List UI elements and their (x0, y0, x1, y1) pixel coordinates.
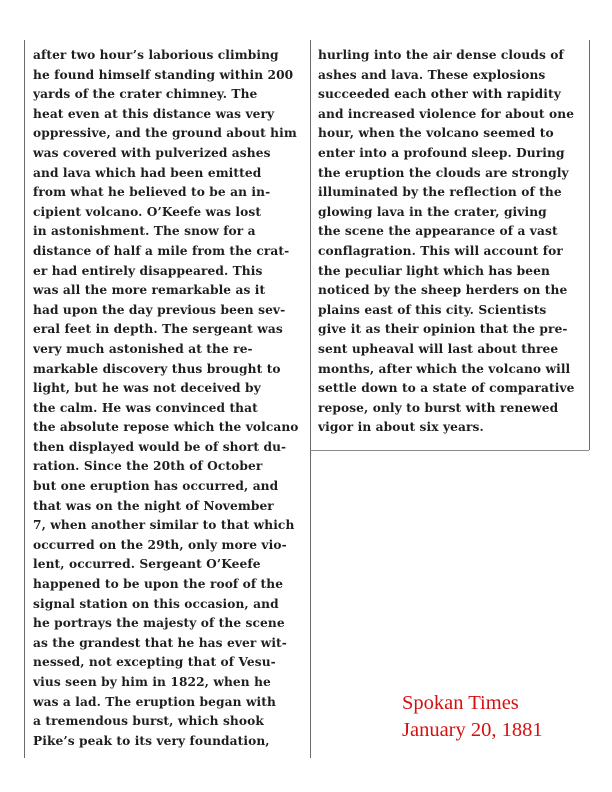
article-line: months, after which the volcano will (318, 361, 571, 376)
article-line: er had entirely disappeared. This (33, 263, 263, 278)
article-line: happened to be upon the roof of the (33, 577, 284, 592)
article-line: and increased violence for about one (318, 106, 575, 121)
right-column-rule (589, 40, 590, 450)
article-line: repose, only to burst with renewed (318, 400, 559, 415)
article-line: give it as their opinion that the pre- (318, 322, 568, 337)
article-line: as the grandest that he has ever wit- (33, 635, 287, 650)
article-line: heat even at this distance was very (33, 106, 275, 121)
article-line: was a lad. The eruption began with (33, 694, 276, 709)
article-line: glowing lava in the crater, giving (318, 204, 547, 219)
article-line: ashes and lava. These explosions (318, 67, 546, 82)
article-line: hurling into the air dense clouds of (318, 48, 564, 62)
article-line: but one eruption has occurred, and (33, 479, 279, 494)
article-line: hour, when the volcano seemed to (318, 126, 554, 141)
article-left-column (33, 46, 303, 751)
article-line: the calm. He was convinced that (33, 400, 258, 415)
article-line: plains east of this city. Scientists (318, 302, 547, 317)
article-line: ration. Since the 20th of October (33, 459, 263, 474)
column-divider-rule (310, 40, 311, 758)
article-line: the peculiar light which has been (318, 263, 550, 278)
article-line: the eruption the clouds are strongly (318, 165, 569, 180)
article-line: light, but he was not deceived by (33, 381, 261, 396)
article-line: the absolute repose which the volcano (33, 420, 299, 435)
article-line: was all the more remarkable as it (33, 283, 266, 298)
article-line: eral feet in depth. The sergeant was (33, 322, 283, 337)
article-line: conflagration. This will account for (318, 243, 563, 258)
article-line: had upon the day previous been sev- (33, 302, 286, 317)
article-line: enter into a profound sleep. During (318, 145, 565, 160)
article-line: Pike’s peak to its very foundation, (33, 733, 270, 748)
article-line: nessed, not excepting that of Vesu- (33, 655, 276, 670)
article-line: that was on the night of November (33, 498, 274, 513)
article-line: sent upheaval will last about three (318, 341, 559, 356)
article-line: he portrays the majesty of the scene (33, 616, 285, 631)
article-line: from what he believed to be an in- (33, 185, 271, 200)
article-line: very much astonished at the re- (33, 341, 253, 356)
article-line: then displayed would be of short du- (33, 439, 287, 454)
article-line: the scene the appearance of a vast (318, 224, 558, 239)
article-right-column (318, 46, 582, 438)
article-line: a tremendous burst, which shook (33, 714, 264, 729)
article-line: 7, when another similar to that which (33, 518, 295, 533)
article-line: settle down to a state of comparative (318, 381, 575, 396)
left-column-rule (24, 40, 25, 758)
article-line: vius seen by him in 1822, when he (33, 675, 271, 689)
article-line: signal station on this occasion, and (33, 596, 279, 611)
article-line: distance of half a mile from the crat- (33, 243, 290, 258)
publication-date: January 20, 1881 (402, 719, 543, 741)
article-line: illuminated by the reflection of the (318, 185, 562, 200)
article-line: he found himself standing within 200 (33, 67, 294, 82)
article-line: noticed by the sheep herders on the (318, 283, 568, 298)
article-line: yards of the crater chimney. The (33, 87, 258, 102)
article-line: occurred on the 29th, only more vio- (33, 537, 287, 552)
article-line: markable discovery thus brought to (33, 361, 281, 376)
article-line: was covered with pulverized ashes (33, 145, 271, 160)
article-line: vigor in about six years. (318, 420, 484, 435)
article-line: cipient volcano. O’Keefe was lost (33, 204, 262, 219)
publication-name: Spokan Times (402, 692, 519, 714)
right-column-end-rule (310, 450, 589, 451)
article-line: and lava which had been emitted (33, 165, 262, 180)
source-credit (402, 690, 543, 744)
article-line: lent, occurred. Sergeant O’Keefe (33, 557, 261, 572)
article-line: in astonishment. The snow for a (33, 224, 256, 239)
article-line: oppressive, and the ground about him (33, 126, 297, 141)
article-line: succeeded each other with rapidity (318, 87, 561, 102)
article-line: after two hour’s laborious climbing (33, 48, 279, 62)
